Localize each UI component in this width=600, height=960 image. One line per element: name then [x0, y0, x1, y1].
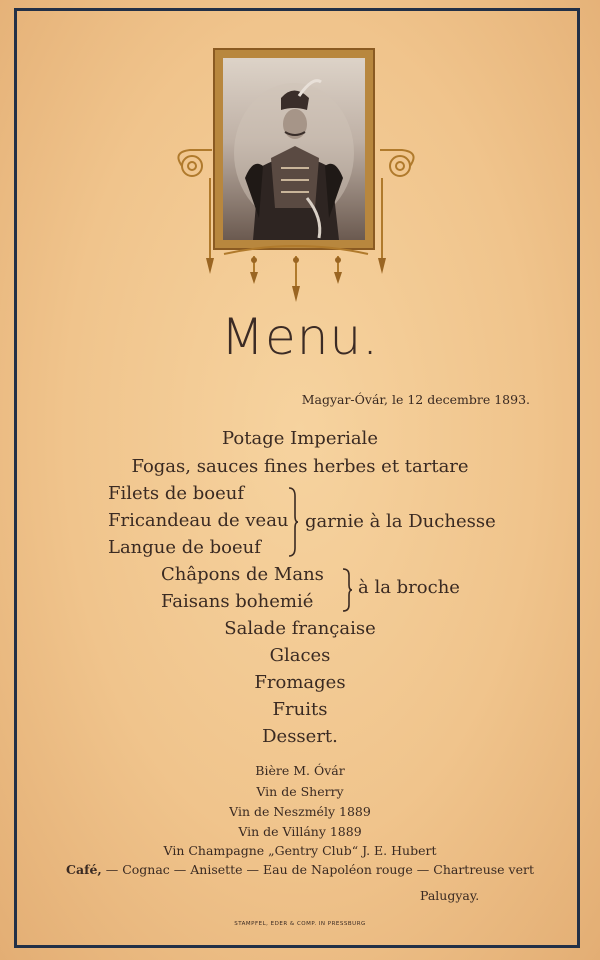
- roast-brace: [341, 567, 353, 613]
- drink-sherry: Vin de Sherry: [256, 784, 344, 799]
- meat-garnish: garnie à la Duchesse: [305, 511, 496, 532]
- drink-villany: Vin de Villány 1889: [238, 824, 362, 839]
- gold-ornament: [168, 138, 424, 308]
- course-fruit: Fruits: [272, 699, 328, 720]
- menu-title: Menu.: [220, 308, 380, 366]
- course-salad: Salade française: [224, 618, 376, 639]
- place-date: Magyar-Óvár, le 12 decembre 1893.: [301, 392, 530, 407]
- drink-champagne: Vin Champagne „Gentry Club“ J. E. Hubert: [163, 843, 437, 858]
- course-cheese: Fromages: [254, 672, 346, 693]
- drink-neszmely: Vin de Neszmély 1889: [229, 804, 371, 819]
- drink-beer: Bière M. Óvár: [255, 763, 345, 778]
- course-ices: Glaces: [269, 645, 331, 666]
- course-dessert: Dessert.: [262, 726, 338, 747]
- meat-item-1: Filets de boeuf: [108, 483, 245, 504]
- roast-method: à la broche: [358, 577, 460, 598]
- coffee-digestifs: — Cognac — Anisette — Eau de Napoléon rouge — Chartreuse vert: [101, 862, 534, 877]
- course-soup: Potage Imperiale: [222, 428, 378, 449]
- course-fish: Fogas, sauces fines herbes et tartare: [131, 456, 469, 477]
- meat-item-3: Langue de boeuf: [108, 537, 261, 558]
- coffee-line: [0, 862, 600, 877]
- roast-item-2: Faisans bohemié: [161, 591, 314, 612]
- meat-brace: [287, 486, 299, 558]
- host-signature: Palugyay.: [420, 888, 480, 903]
- coffee-label: Café,: [66, 862, 102, 877]
- roast-item-1: Châpons de Mans: [161, 564, 324, 585]
- printer-credit: STAMPFEL, EDER & COMP. IN PRESSBURG: [234, 921, 366, 927]
- meat-item-2: Fricandeau de veau: [108, 510, 289, 531]
